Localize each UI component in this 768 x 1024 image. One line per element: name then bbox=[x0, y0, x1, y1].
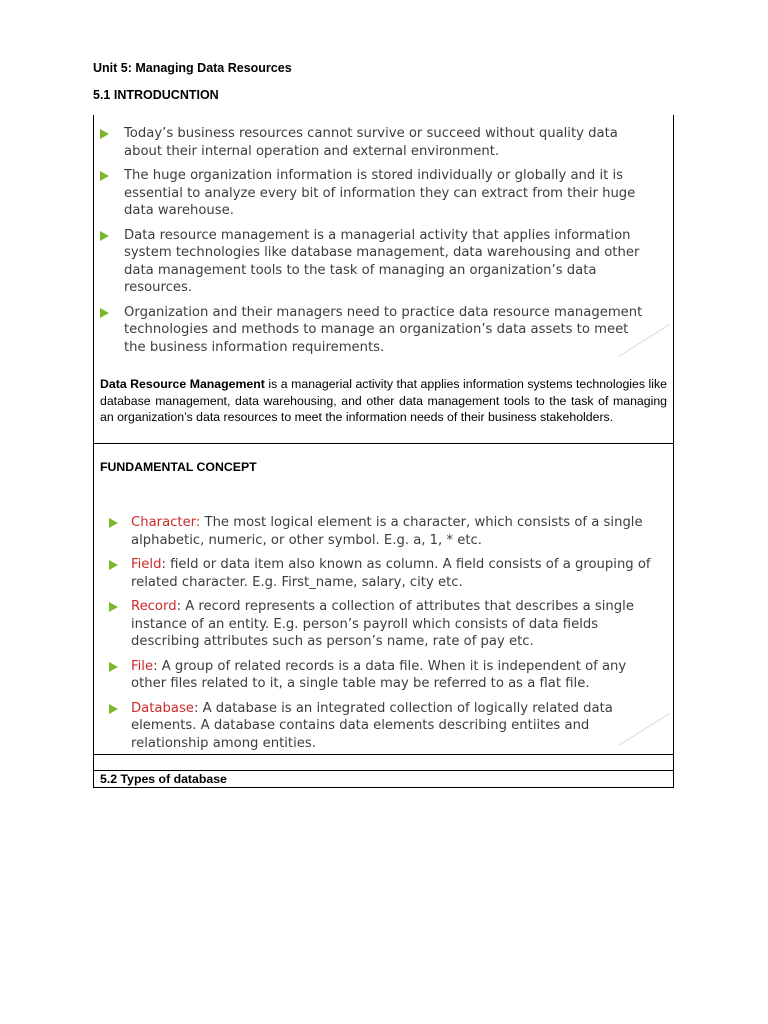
bullet-arrow-icon bbox=[109, 560, 118, 570]
section-types-row bbox=[93, 770, 674, 788]
intro-bullet: Organization and their managers need to practice data resource management technologies and methods to manage an organization’s data assets to meet the business information requirements. bbox=[94, 304, 654, 357]
intro-slide bbox=[93, 115, 674, 372]
bullet-arrow-icon bbox=[109, 602, 118, 612]
section-heading-intro: 5.1 INTRODUCNTION bbox=[93, 88, 219, 102]
fundamental-cell bbox=[93, 443, 674, 755]
section-heading-types: 5.2 Types of database bbox=[100, 772, 227, 786]
fundamental-heading: FUNDAMENTAL CONCEPT bbox=[100, 460, 257, 474]
bullet-arrow-icon bbox=[100, 231, 109, 241]
empty-row bbox=[93, 754, 674, 771]
bullet-arrow-icon bbox=[100, 129, 109, 139]
unit-title: Unit 5: Managing Data Resources bbox=[93, 61, 292, 75]
concept-item: Database: A database is an integrated collection of logically related data elements. A database contains data elements describing entiites and relationship among entities. bbox=[94, 700, 654, 753]
bullet-arrow-icon bbox=[109, 518, 118, 528]
intro-bullet: Today’s business resources cannot survive or succeed without quality data about their internal operation and external environment. bbox=[94, 125, 654, 160]
intro-bullet: The huge organization information is stored individually or globally and it is essential to analyze every bit of information they can extract from their huge data warehouse. bbox=[94, 167, 654, 220]
intro-bullet: Data resource management is a managerial activity that applies information system technologies like database management, data warehousing and other data management tools to the task of managing an organization’s data resources. bbox=[94, 227, 654, 297]
concept-item: Field: field or data item also known as column. A field consists of a grouping of related character. E.g. First_name, salary, city etc. bbox=[94, 556, 654, 591]
drm-paragraph: Data Resource Management is a managerial activity that applies information systems technologies like database management, data warehousing, and other data management tools to the task of managing an organization’s data resources to meet the information needs of their business stakeholders. bbox=[100, 377, 667, 424]
concept-item: Character: The most logical element is a character, which consists of a single alphabetic, numeric, or other symbol. E.g. a, 1, * etc. bbox=[94, 514, 654, 549]
drm-paragraph-cell bbox=[93, 371, 674, 444]
bullet-arrow-icon bbox=[109, 704, 118, 714]
concept-item: Record: A record represents a collection of attributes that describes a single instance of an entity. E.g. person’s payroll which consists of data fields describing attributes such as person’s name, rate of pay etc. bbox=[94, 598, 654, 651]
bullet-arrow-icon bbox=[100, 171, 109, 181]
bullet-arrow-icon bbox=[109, 662, 118, 672]
concept-item: File: A group of related records is a data file. When it is independent of any other files related to it, a single table may be referred to as a flat file. bbox=[94, 658, 654, 693]
bullet-arrow-icon bbox=[100, 308, 109, 318]
